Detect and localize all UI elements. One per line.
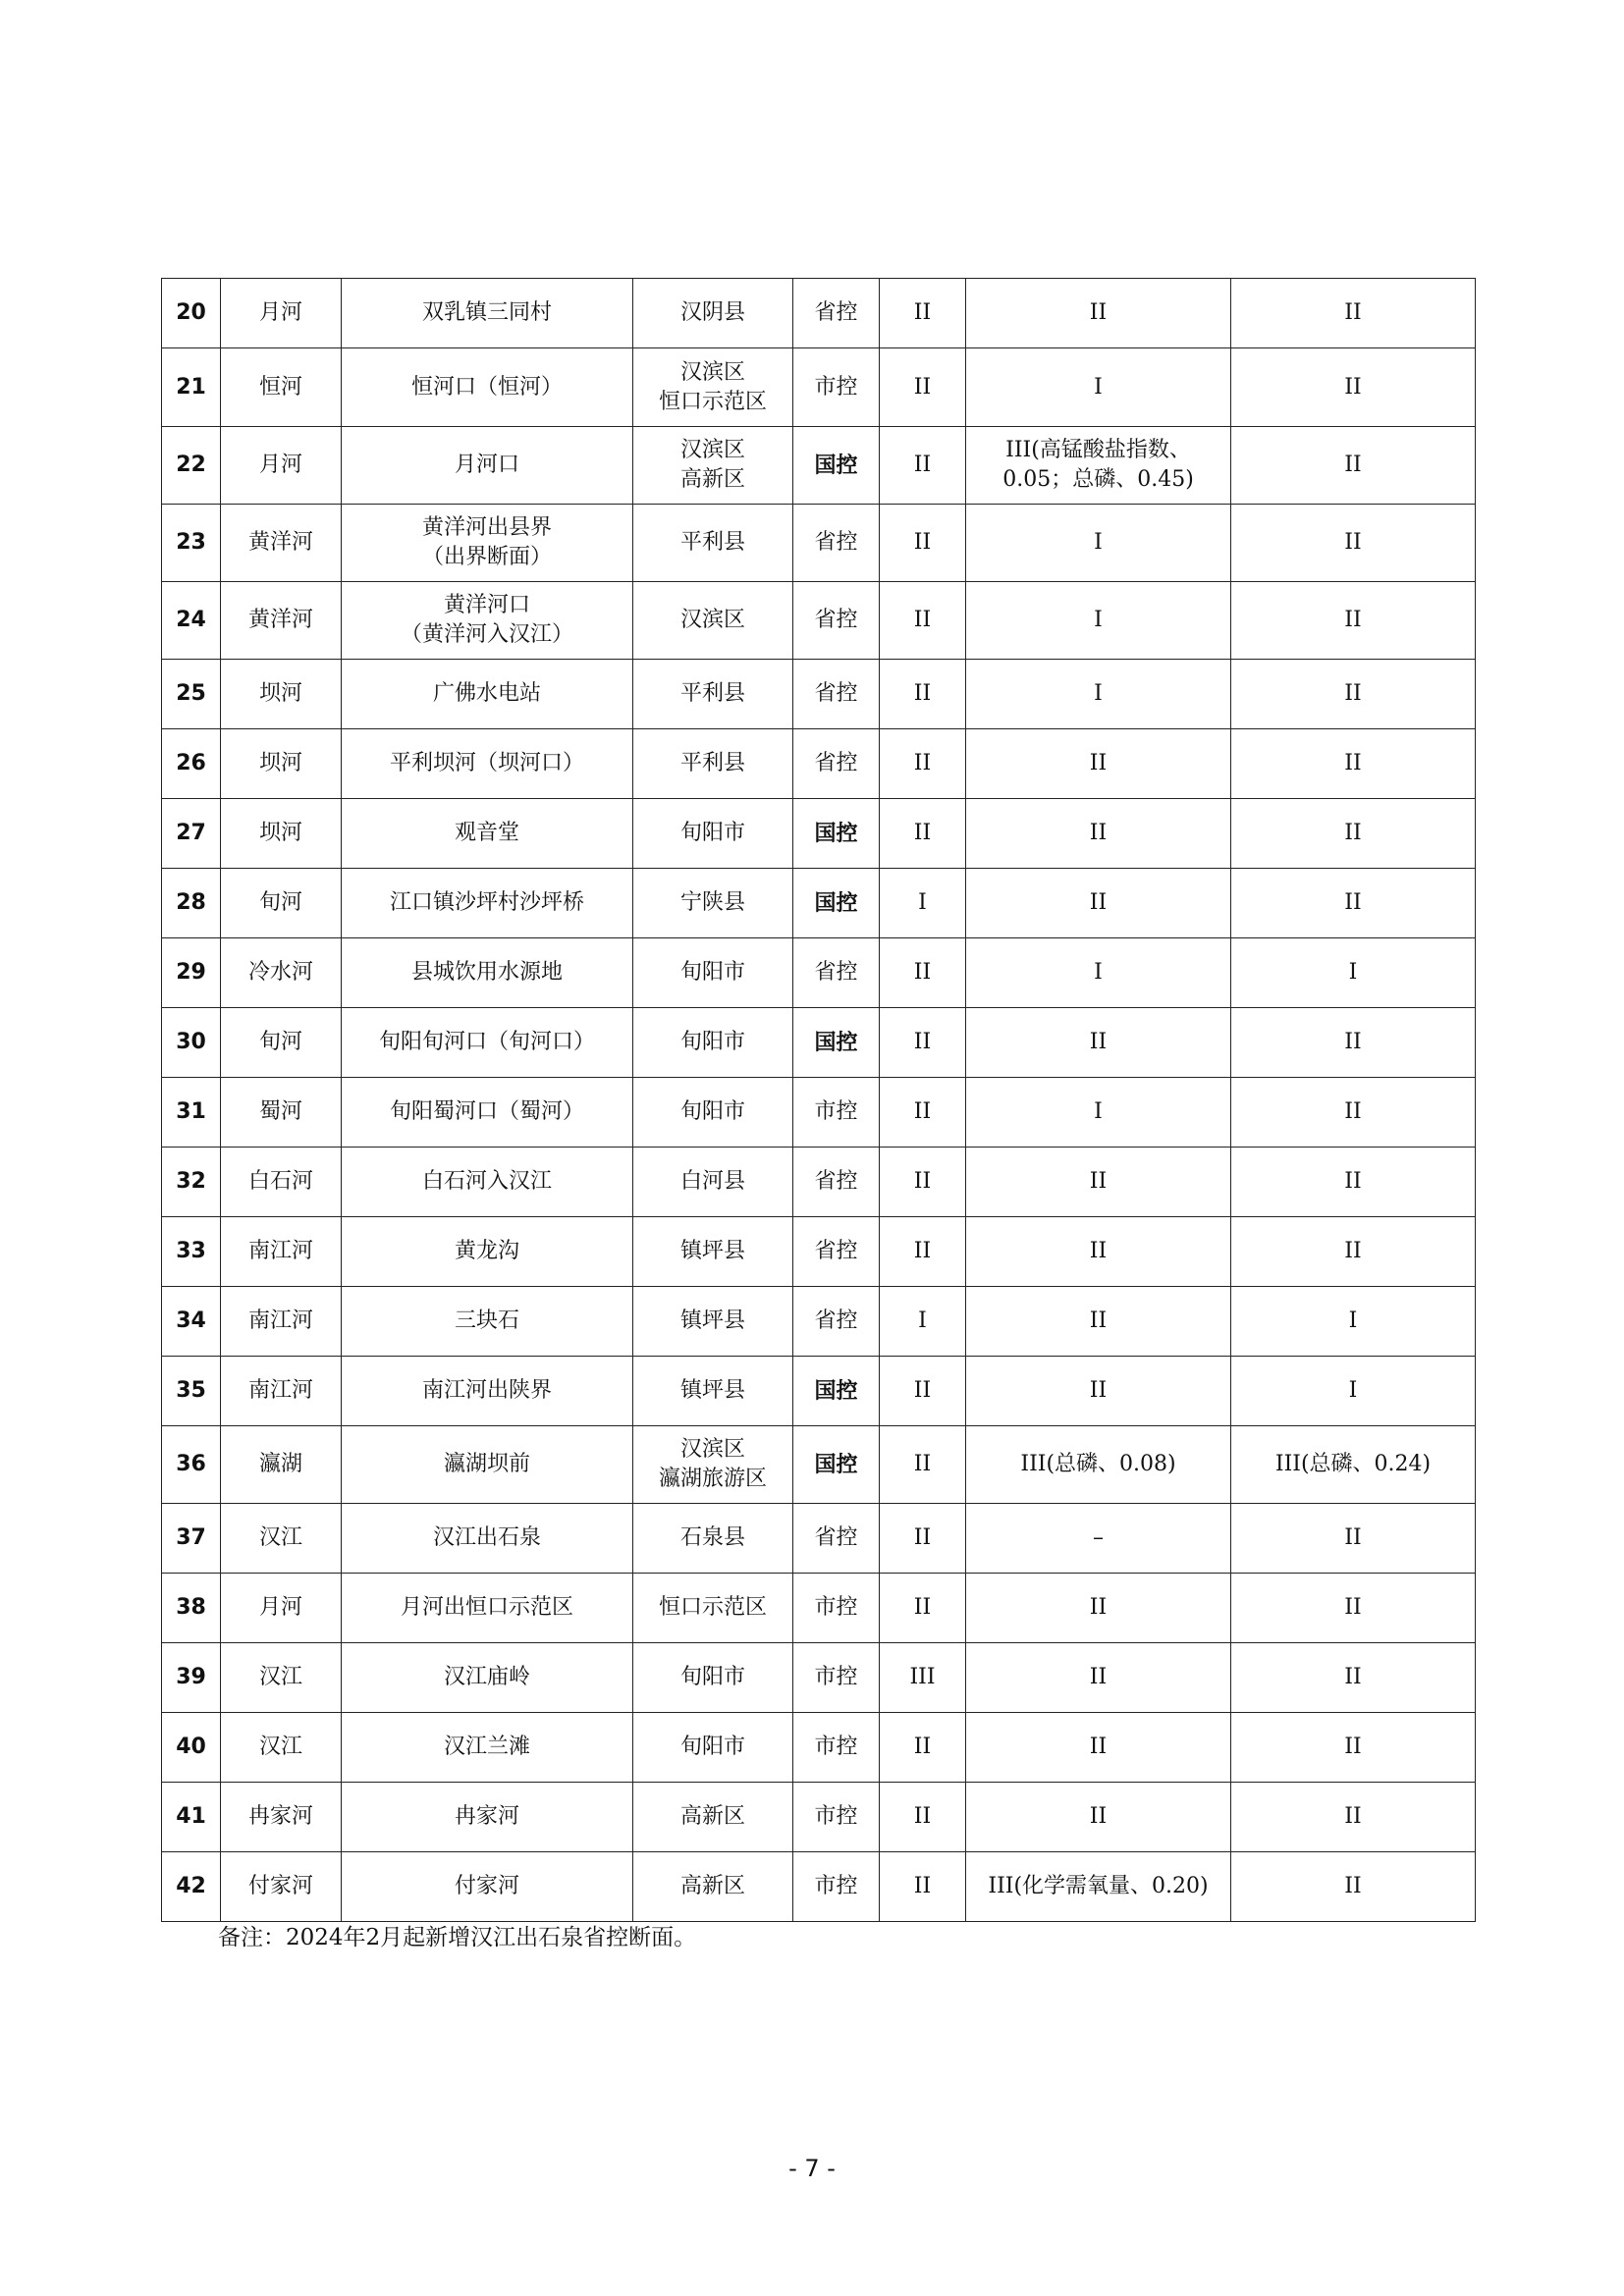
water-quality-col6 — [966, 1504, 1231, 1574]
row-number: 28 — [162, 869, 221, 938]
water-quality-col6-line: II — [1089, 1030, 1108, 1054]
control-level: 市控 — [793, 348, 880, 427]
district — [633, 1357, 793, 1426]
water-quality-col6-line: 0.05；总磷、0.45) — [1002, 467, 1194, 492]
district-line: 高新区 — [679, 467, 745, 492]
water-quality-col6 — [966, 427, 1231, 505]
row-number: 33 — [162, 1217, 221, 1287]
water-quality-col5: II — [880, 1574, 966, 1643]
water-quality-col6-line: II — [1089, 1378, 1108, 1403]
water-quality-col6 — [966, 1008, 1231, 1078]
river-name: 月河 — [221, 1574, 342, 1643]
water-quality-col5: I — [880, 869, 966, 938]
water-quality-col7: II — [1231, 279, 1476, 348]
water-quality-col5: II — [880, 427, 966, 505]
control-level: 市控 — [793, 1713, 880, 1783]
section-name — [342, 1148, 633, 1217]
water-quality-col6-line: II — [1089, 1308, 1108, 1333]
row-number: 32 — [162, 1148, 221, 1217]
district-line: 白河县 — [679, 1169, 745, 1194]
table-row — [162, 1287, 1476, 1357]
river-name: 黄洋河 — [221, 582, 342, 660]
row-number: 25 — [162, 660, 221, 729]
district-line: 平利县 — [679, 530, 745, 555]
water-quality-col7: II — [1231, 660, 1476, 729]
section-name — [342, 582, 633, 660]
row-number: 27 — [162, 799, 221, 869]
river-name: 月河 — [221, 279, 342, 348]
table-row — [162, 1357, 1476, 1426]
district-line: 汉滨区 — [679, 1437, 745, 1462]
river-name: 恒河 — [221, 348, 342, 427]
section-name — [342, 938, 633, 1008]
section-name-line: 恒河口（恒河） — [410, 374, 563, 400]
table-row — [162, 1852, 1476, 1922]
section-name-line: 观音堂 — [454, 821, 519, 845]
control-level: 省控 — [793, 1217, 880, 1287]
district-line: 石泉县 — [679, 1525, 745, 1550]
water-quality-col7: II — [1231, 427, 1476, 505]
water-quality-col5: II — [880, 348, 966, 427]
control-level: 省控 — [793, 279, 880, 348]
table-row — [162, 660, 1476, 729]
table-row — [162, 582, 1476, 660]
river-name: 南江河 — [221, 1287, 342, 1357]
water-quality-col6-line: I — [1094, 1099, 1103, 1124]
water-quality-col7: II — [1231, 1008, 1476, 1078]
table-row — [162, 505, 1476, 582]
water-quality-col6 — [966, 1783, 1231, 1852]
river-name: 黄洋河 — [221, 505, 342, 582]
control-level: 省控 — [793, 1504, 880, 1574]
district-line: 旬阳市 — [679, 1030, 745, 1054]
district-line: 高新区 — [679, 1804, 745, 1829]
table-row — [162, 1783, 1476, 1852]
water-quality-col7: II — [1231, 1783, 1476, 1852]
water-quality-col7: II — [1231, 505, 1476, 582]
water-quality-col5: II — [880, 1357, 966, 1426]
row-number: 36 — [162, 1426, 221, 1504]
river-name: 汉江 — [221, 1713, 342, 1783]
table-row — [162, 279, 1476, 348]
section-name-line: （出界断面） — [421, 545, 552, 569]
section-name — [342, 1008, 633, 1078]
water-quality-col7: II — [1231, 348, 1476, 427]
row-number: 39 — [162, 1643, 221, 1713]
control-level: 市控 — [793, 1852, 880, 1922]
control-level: 市控 — [793, 1643, 880, 1713]
water-quality-col7: II — [1231, 1574, 1476, 1643]
river-name: 瀛湖 — [221, 1426, 342, 1504]
river-name: 旬河 — [221, 1008, 342, 1078]
water-quality-col6-line: II — [1089, 1169, 1108, 1194]
control-level: 国控 — [793, 869, 880, 938]
water-quality-col6 — [966, 1357, 1231, 1426]
section-name-line: （黄洋河入汉江） — [400, 622, 573, 647]
water-quality-col6-line: II — [1089, 1804, 1108, 1829]
water-quality-col6-line: II — [1089, 1239, 1108, 1263]
control-level: 国控 — [793, 1426, 880, 1504]
table-row — [162, 1148, 1476, 1217]
row-number: 31 — [162, 1078, 221, 1148]
section-name — [342, 1643, 633, 1713]
section-name — [342, 1713, 633, 1783]
row-number: 40 — [162, 1713, 221, 1783]
section-name — [342, 1357, 633, 1426]
section-name — [342, 1852, 633, 1922]
control-level: 省控 — [793, 505, 880, 582]
section-name-line: 月河出恒口示范区 — [400, 1595, 573, 1620]
water-quality-col5: II — [880, 799, 966, 869]
section-name-line: 黄洋河出县界 — [421, 515, 552, 540]
district-line: 旬阳市 — [679, 1099, 745, 1124]
control-level: 国控 — [793, 799, 880, 869]
section-name-line: 汉江庙岭 — [443, 1665, 530, 1689]
water-quality-col5: II — [880, 1008, 966, 1078]
row-number: 20 — [162, 279, 221, 348]
table-body — [162, 279, 1476, 1922]
water-quality-col5: II — [880, 279, 966, 348]
district — [633, 1783, 793, 1852]
table-row — [162, 1713, 1476, 1783]
water-quality-col6 — [966, 505, 1231, 582]
river-name: 汉江 — [221, 1504, 342, 1574]
row-number: 42 — [162, 1852, 221, 1922]
river-name: 坝河 — [221, 660, 342, 729]
table-row — [162, 348, 1476, 427]
river-name: 南江河 — [221, 1357, 342, 1426]
water-quality-col6-line: II — [1089, 1665, 1108, 1689]
table-row — [162, 1643, 1476, 1713]
section-name-line: 瀛湖坝前 — [443, 1452, 530, 1476]
river-name: 坝河 — [221, 799, 342, 869]
table-row — [162, 1008, 1476, 1078]
district-line: 汉阴县 — [679, 300, 745, 325]
table-row — [162, 869, 1476, 938]
row-number: 21 — [162, 348, 221, 427]
district — [633, 279, 793, 348]
district-line: 高新区 — [679, 1874, 745, 1898]
river-name: 冉家河 — [221, 1783, 342, 1852]
water-quality-col6 — [966, 582, 1231, 660]
water-quality-col6-line: I — [1094, 960, 1103, 985]
district — [633, 505, 793, 582]
control-level: 省控 — [793, 660, 880, 729]
river-name: 月河 — [221, 427, 342, 505]
water-quality-col7: I — [1231, 938, 1476, 1008]
water-quality-col7: II — [1231, 1078, 1476, 1148]
row-number: 22 — [162, 427, 221, 505]
water-quality-col7: II — [1231, 799, 1476, 869]
district-line: 汉滨区 — [679, 359, 745, 385]
section-name — [342, 1217, 633, 1287]
water-quality-col6-line: – — [1093, 1525, 1104, 1550]
district — [633, 660, 793, 729]
water-quality-col5: II — [880, 1217, 966, 1287]
district — [633, 869, 793, 938]
water-quality-col6 — [966, 1713, 1231, 1783]
water-quality-col6 — [966, 1574, 1231, 1643]
control-level: 省控 — [793, 938, 880, 1008]
section-name — [342, 1287, 633, 1357]
water-quality-col6-line: II — [1089, 1735, 1108, 1759]
table-row — [162, 729, 1476, 799]
section-name-line: 黄洋河口 — [443, 593, 530, 617]
section-name — [342, 505, 633, 582]
district-line: 旬阳市 — [679, 960, 745, 985]
district-line: 镇坪县 — [679, 1239, 745, 1263]
section-name — [342, 348, 633, 427]
table-row — [162, 1504, 1476, 1574]
water-quality-col6 — [966, 1426, 1231, 1504]
row-number: 26 — [162, 729, 221, 799]
page-number: - 7 - — [788, 2155, 836, 2182]
water-quality-col7: II — [1231, 1713, 1476, 1783]
water-quality-col6-line: II — [1089, 1595, 1108, 1620]
river-name: 蜀河 — [221, 1078, 342, 1148]
water-quality-col5: II — [880, 1783, 966, 1852]
water-quality-col7: II — [1231, 1852, 1476, 1922]
control-level: 市控 — [793, 1574, 880, 1643]
control-level: 省控 — [793, 1148, 880, 1217]
water-quality-col5: II — [880, 1078, 966, 1148]
section-name-line: 三块石 — [454, 1308, 519, 1333]
control-level: 省控 — [793, 1287, 880, 1357]
district-line: 恒口示范区 — [658, 1595, 767, 1620]
section-name-line: 广佛水电站 — [432, 681, 541, 706]
control-level: 国控 — [793, 1008, 880, 1078]
table-row — [162, 427, 1476, 505]
table-row — [162, 1217, 1476, 1287]
section-name-line: 旬阳蜀河口（蜀河） — [389, 1099, 584, 1124]
district-line: 旬阳市 — [679, 821, 745, 845]
control-level: 国控 — [793, 1357, 880, 1426]
district — [633, 1504, 793, 1574]
section-name-line: 南江河出陕界 — [421, 1378, 552, 1403]
water-quality-col6 — [966, 1852, 1231, 1922]
water-quality-col5: II — [880, 938, 966, 1008]
section-name — [342, 1504, 633, 1574]
river-name: 冷水河 — [221, 938, 342, 1008]
water-quality-col5: II — [880, 1426, 966, 1504]
water-quality-col5: II — [880, 582, 966, 660]
district-line: 汉滨区 — [679, 438, 745, 462]
water-quality-col7: II — [1231, 1504, 1476, 1574]
section-name-line: 平利坝河（坝河口） — [389, 751, 584, 775]
water-quality-col6 — [966, 660, 1231, 729]
section-name-line: 月河口 — [454, 453, 519, 477]
section-name — [342, 660, 633, 729]
section-name-line: 白石河入汉江 — [421, 1169, 552, 1194]
footnote: 备注：2024年2月起新增汉江出石泉省控断面。 — [218, 1925, 697, 1950]
district-line: 宁陕县 — [679, 890, 745, 915]
water-quality-col6-line: II — [1089, 300, 1108, 325]
river-name: 南江河 — [221, 1217, 342, 1287]
water-quality-col6 — [966, 938, 1231, 1008]
section-name — [342, 1783, 633, 1852]
section-name-line: 汉江出石泉 — [432, 1525, 541, 1550]
section-name-line: 冉家河 — [454, 1804, 519, 1829]
water-quality-col6-line: II — [1089, 751, 1108, 775]
row-number: 34 — [162, 1287, 221, 1357]
district — [633, 1148, 793, 1217]
water-quality-col6 — [966, 869, 1231, 938]
control-level: 市控 — [793, 1078, 880, 1148]
water-quality-col5: II — [880, 729, 966, 799]
district — [633, 1008, 793, 1078]
water-quality-col6-line: III(化学需氧量、0.20) — [988, 1874, 1209, 1898]
river-name: 旬河 — [221, 869, 342, 938]
section-name-line: 县城饮用水源地 — [410, 960, 563, 985]
row-number: 37 — [162, 1504, 221, 1574]
row-number: 24 — [162, 582, 221, 660]
district — [633, 799, 793, 869]
row-number: 35 — [162, 1357, 221, 1426]
district — [633, 938, 793, 1008]
water-quality-col5: II — [880, 1713, 966, 1783]
river-name: 白石河 — [221, 1148, 342, 1217]
row-number: 41 — [162, 1783, 221, 1852]
water-quality-col7: II — [1231, 729, 1476, 799]
district — [633, 427, 793, 505]
water-quality-col6 — [966, 348, 1231, 427]
district-line: 旬阳市 — [679, 1665, 745, 1689]
water-quality-col6-line: III(高锰酸盐指数、 — [1005, 438, 1191, 462]
table-row — [162, 1426, 1476, 1504]
water-quality-col6 — [966, 729, 1231, 799]
section-name — [342, 869, 633, 938]
district-line: 镇坪县 — [679, 1308, 745, 1333]
district-line: 平利县 — [679, 681, 745, 706]
water-quality-col7: II — [1231, 1148, 1476, 1217]
district — [633, 729, 793, 799]
district — [633, 582, 793, 660]
row-number: 29 — [162, 938, 221, 1008]
water-quality-col7: I — [1231, 1357, 1476, 1426]
water-quality-col7: II — [1231, 1217, 1476, 1287]
district — [633, 1287, 793, 1357]
district — [633, 1713, 793, 1783]
monitoring-table — [161, 278, 1476, 1922]
district-line: 汉滨区 — [679, 608, 745, 632]
row-number: 23 — [162, 505, 221, 582]
control-level: 省控 — [793, 582, 880, 660]
water-quality-col5: II — [880, 660, 966, 729]
water-quality-col6 — [966, 1643, 1231, 1713]
section-name-line: 双乳镇三同村 — [421, 300, 552, 325]
district-line: 平利县 — [679, 751, 745, 775]
district — [633, 1643, 793, 1713]
section-name — [342, 729, 633, 799]
water-quality-col7: II — [1231, 869, 1476, 938]
district-line: 恒口示范区 — [658, 389, 767, 414]
river-name: 坝河 — [221, 729, 342, 799]
district-line: 旬阳市 — [679, 1735, 745, 1759]
water-quality-col6-line: I — [1094, 530, 1103, 555]
section-name-line: 付家河 — [454, 1874, 519, 1898]
district — [633, 1574, 793, 1643]
table-row — [162, 1078, 1476, 1148]
water-quality-col6-line: I — [1094, 374, 1103, 400]
district — [633, 1852, 793, 1922]
table-row — [162, 1574, 1476, 1643]
district — [633, 1078, 793, 1148]
section-name — [342, 799, 633, 869]
section-name-line: 黄龙沟 — [454, 1239, 519, 1263]
section-name — [342, 427, 633, 505]
water-quality-col6 — [966, 799, 1231, 869]
water-quality-col5: II — [880, 1504, 966, 1574]
water-quality-col7: II — [1231, 1643, 1476, 1713]
water-quality-col6-line: III(总磷、0.08) — [1020, 1452, 1176, 1476]
water-quality-col5: III — [880, 1643, 966, 1713]
water-quality-col7: III(总磷、0.24) — [1231, 1426, 1476, 1504]
section-name — [342, 1078, 633, 1148]
section-name-line: 江口镇沙坪村沙坪桥 — [389, 890, 584, 915]
water-quality-col6-line: II — [1089, 821, 1108, 845]
water-quality-col6-line: I — [1094, 681, 1103, 706]
district — [633, 1217, 793, 1287]
river-name: 付家河 — [221, 1852, 342, 1922]
table-row — [162, 938, 1476, 1008]
section-name — [342, 1574, 633, 1643]
district-line: 瀛湖旅游区 — [658, 1467, 767, 1491]
water-quality-col6 — [966, 1287, 1231, 1357]
water-quality-col6 — [966, 1148, 1231, 1217]
water-quality-col5: II — [880, 1852, 966, 1922]
section-name-line: 旬阳旬河口（旬河口） — [378, 1030, 595, 1054]
section-name — [342, 279, 633, 348]
water-quality-col5: I — [880, 1287, 966, 1357]
table-row — [162, 799, 1476, 869]
water-quality-col7: II — [1231, 582, 1476, 660]
water-quality-col6 — [966, 279, 1231, 348]
water-quality-col6-line: I — [1094, 608, 1103, 632]
water-quality-col5: II — [880, 1148, 966, 1217]
district — [633, 1426, 793, 1504]
row-number: 30 — [162, 1008, 221, 1078]
water-quality-col6-line: II — [1089, 890, 1108, 915]
water-quality-col6 — [966, 1217, 1231, 1287]
control-level: 国控 — [793, 427, 880, 505]
control-level: 市控 — [793, 1783, 880, 1852]
control-level: 省控 — [793, 729, 880, 799]
section-name-line: 汉江兰滩 — [443, 1735, 530, 1759]
water-quality-col7: I — [1231, 1287, 1476, 1357]
river-name: 汉江 — [221, 1643, 342, 1713]
water-quality-col6 — [966, 1078, 1231, 1148]
section-name — [342, 1426, 633, 1504]
water-quality-col5: II — [880, 505, 966, 582]
district — [633, 348, 793, 427]
district-line: 镇坪县 — [679, 1378, 745, 1403]
row-number: 38 — [162, 1574, 221, 1643]
